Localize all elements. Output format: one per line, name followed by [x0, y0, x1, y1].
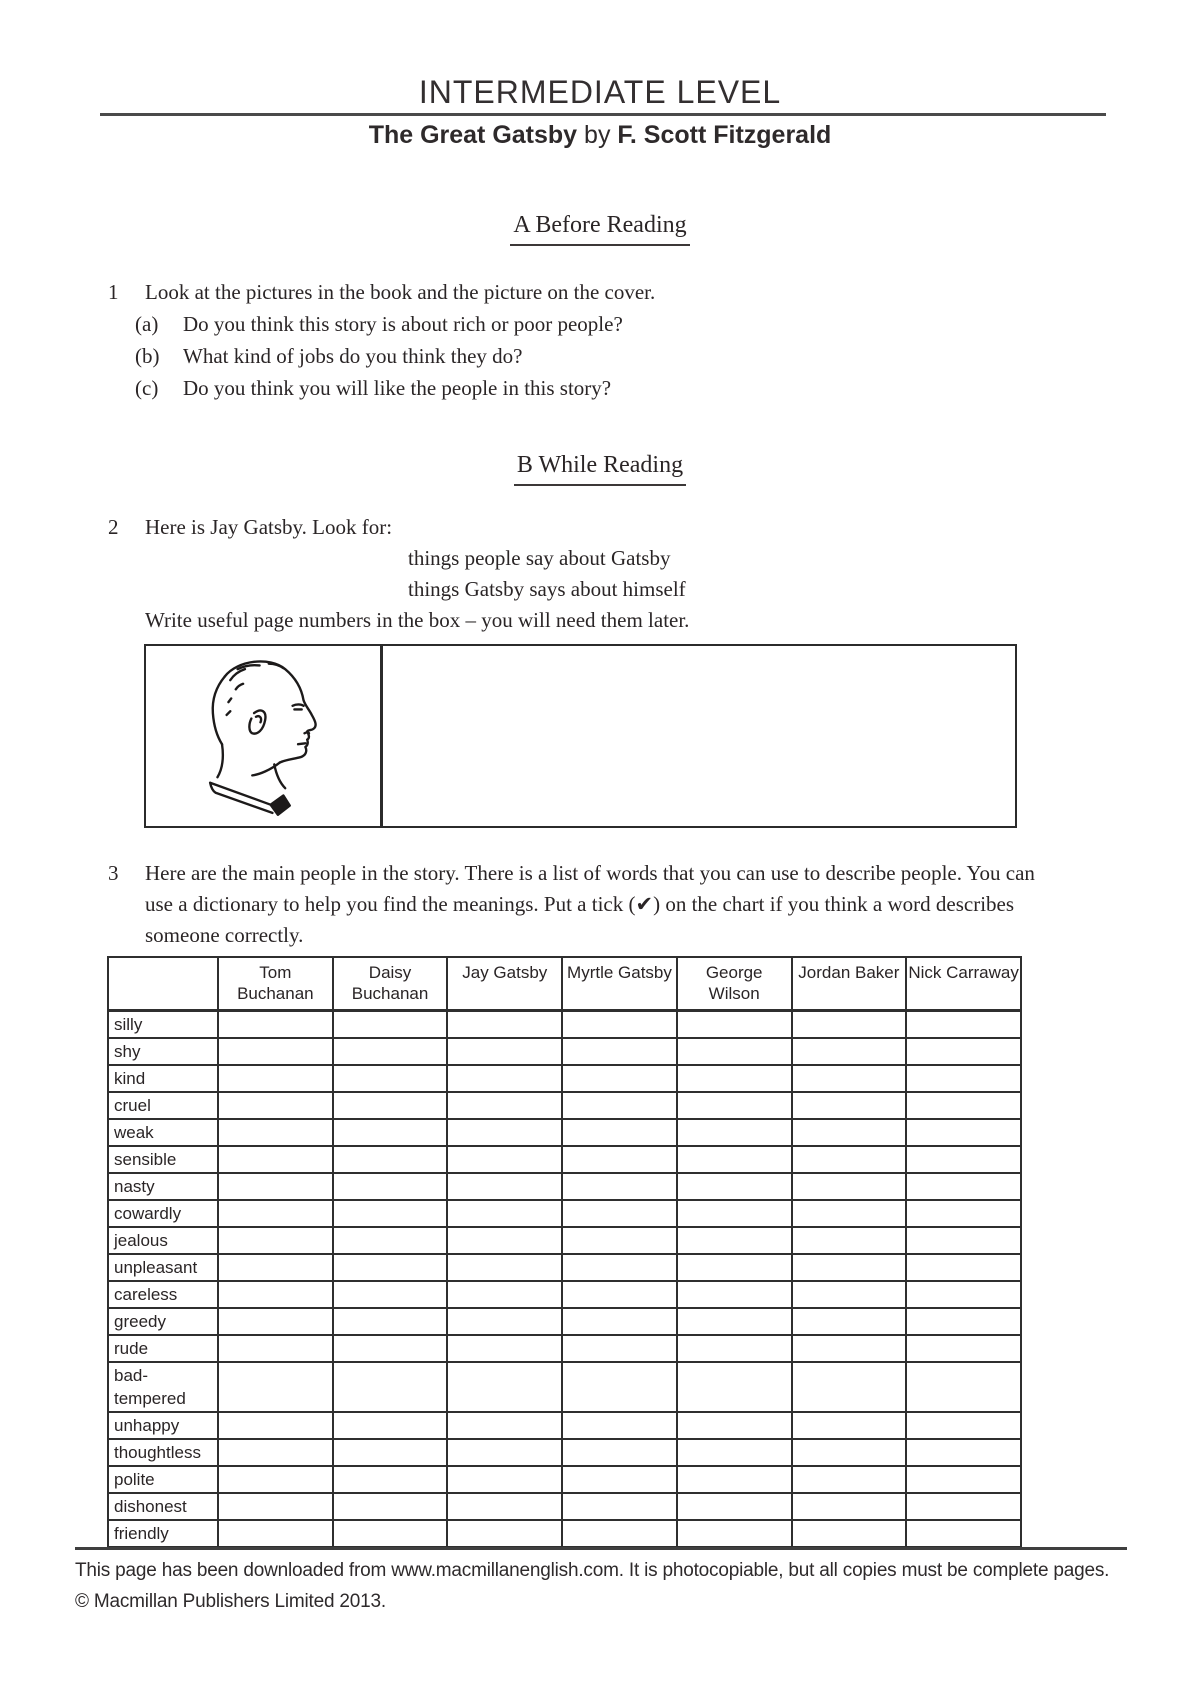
tick-cell[interactable]	[906, 1281, 1021, 1308]
tick-cell[interactable]	[218, 1412, 333, 1439]
question-1b-label: (b)	[135, 344, 160, 368]
tick-cell[interactable]	[677, 1119, 792, 1146]
tick-cell[interactable]	[562, 1173, 677, 1200]
tick-cell[interactable]	[447, 1146, 562, 1173]
tick-cell[interactable]	[218, 1011, 333, 1039]
tick-cell[interactable]	[906, 1092, 1021, 1119]
question-1b	[135, 340, 1043, 372]
table-row	[108, 1173, 1021, 1200]
tick-cell[interactable]	[447, 1362, 562, 1412]
row-label: thoughtless	[108, 1439, 218, 1466]
tick-cell[interactable]	[447, 1520, 562, 1547]
tick-cell[interactable]	[792, 1119, 907, 1146]
tick-cell[interactable]	[677, 1466, 792, 1493]
table-row	[108, 1065, 1021, 1092]
row-label: shy	[108, 1038, 218, 1065]
tick-cell[interactable]	[792, 1254, 907, 1281]
tick-cell[interactable]	[562, 1146, 677, 1173]
tick-cell[interactable]	[792, 1493, 907, 1520]
corner-cell	[108, 957, 218, 1011]
tick-cell[interactable]	[792, 1227, 907, 1254]
tick-cell[interactable]	[218, 1493, 333, 1520]
tick-cell[interactable]	[218, 1119, 333, 1146]
question-1a-text: Do you think this story is about rich or poor people?	[183, 312, 623, 336]
tick-cell[interactable]	[906, 1173, 1021, 1200]
table-row	[108, 1466, 1021, 1493]
tick-cell[interactable]	[218, 1439, 333, 1466]
row-label: weak	[108, 1119, 218, 1146]
tick-cell[interactable]	[562, 1200, 677, 1227]
footer-line-2: © Macmillan Publishers Limited 2013.	[75, 1591, 386, 1612]
look-for-line: things Gatsby says about himself	[408, 577, 686, 601]
tick-cell[interactable]	[562, 1335, 677, 1362]
tick-cell[interactable]	[792, 1308, 907, 1335]
table-row	[108, 1281, 1021, 1308]
question-1-text: Look at the pictures in the book and the picture on the cover.	[145, 280, 656, 304]
page-numbers-box	[144, 644, 1017, 828]
tick-cell[interactable]	[562, 1362, 677, 1412]
tick-cell[interactable]	[562, 1308, 677, 1335]
row-label: unhappy	[108, 1412, 218, 1439]
question-1c-text: Do you think you will like the people in this story?	[183, 376, 612, 400]
tick-cell[interactable]	[333, 1362, 448, 1412]
tick-cell[interactable]	[333, 1308, 448, 1335]
tick-cell[interactable]	[218, 1146, 333, 1173]
tick-cell[interactable]	[906, 1065, 1021, 1092]
column-header: Myrtle Gatsby	[562, 957, 677, 1011]
tick-cell[interactable]	[792, 1065, 907, 1092]
tick-cell[interactable]	[562, 1011, 677, 1039]
tick-cell[interactable]	[218, 1281, 333, 1308]
table-row	[108, 1119, 1021, 1146]
tick-cell[interactable]	[906, 1466, 1021, 1493]
tick-cell[interactable]	[447, 1200, 562, 1227]
table-row	[108, 1335, 1021, 1362]
tick-cell[interactable]	[562, 1038, 677, 1065]
table-row	[108, 1439, 1021, 1466]
question-1	[108, 276, 1043, 404]
tick-cell[interactable]	[906, 1200, 1021, 1227]
column-header: Daisy Buchanan	[333, 957, 448, 1011]
tick-cell[interactable]	[333, 1254, 448, 1281]
tick-cell[interactable]	[218, 1200, 333, 1227]
tick-cell[interactable]	[447, 1335, 562, 1362]
tick-cell[interactable]	[562, 1092, 677, 1119]
table-row	[108, 1038, 1021, 1065]
tick-cell[interactable]	[562, 1493, 677, 1520]
footer-rule	[75, 1547, 1127, 1550]
tick-cell[interactable]	[333, 1038, 448, 1065]
tick-cell[interactable]	[677, 1335, 792, 1362]
tick-cell[interactable]	[677, 1011, 792, 1039]
tick-cell[interactable]	[447, 1308, 562, 1335]
tick-cell[interactable]	[906, 1412, 1021, 1439]
tick-cell[interactable]	[447, 1466, 562, 1493]
tick-cell[interactable]	[792, 1011, 907, 1039]
book-title-name: The Great Gatsby	[368, 121, 578, 149]
tick-cell[interactable]	[906, 1038, 1021, 1065]
question-3-number: 3	[108, 861, 119, 885]
jay-gatsby-portrait-icon	[178, 649, 343, 823]
tick-cell[interactable]	[792, 1412, 907, 1439]
look-for-line: things people say about Gatsby	[408, 546, 671, 570]
row-label: dishonest	[108, 1493, 218, 1520]
tick-cell[interactable]	[677, 1065, 792, 1092]
tick-cell[interactable]	[792, 1520, 907, 1547]
column-header: Tom Buchanan	[218, 957, 333, 1011]
tick-cell[interactable]	[792, 1466, 907, 1493]
book-title	[0, 121, 1200, 150]
tick-cell[interactable]	[218, 1227, 333, 1254]
row-label: nasty	[108, 1173, 218, 1200]
tick-cell[interactable]	[447, 1173, 562, 1200]
tick-cell[interactable]	[333, 1227, 448, 1254]
table-row	[108, 1493, 1021, 1520]
tick-cell[interactable]	[906, 1439, 1021, 1466]
tick-cell[interactable]	[562, 1227, 677, 1254]
level-title: INTERMEDIATE LEVEL	[418, 74, 782, 110]
tick-cell[interactable]	[906, 1493, 1021, 1520]
tick-cell[interactable]	[906, 1254, 1021, 1281]
tick-cell[interactable]	[562, 1412, 677, 1439]
tick-cell[interactable]	[447, 1281, 562, 1308]
question-1-number: 1	[108, 280, 119, 304]
tick-cell[interactable]	[333, 1119, 448, 1146]
tick-cell[interactable]	[333, 1092, 448, 1119]
question-1c-label: (c)	[135, 376, 159, 400]
tick-cell[interactable]	[562, 1254, 677, 1281]
tick-cell[interactable]	[677, 1146, 792, 1173]
tick-cell[interactable]	[677, 1254, 792, 1281]
tick-cell[interactable]	[218, 1335, 333, 1362]
tick-cell[interactable]	[792, 1335, 907, 1362]
tick-cell[interactable]	[677, 1038, 792, 1065]
tick-cell[interactable]	[792, 1362, 907, 1412]
tick-cell[interactable]	[677, 1412, 792, 1439]
question-1b-text: What kind of jobs do you think they do?	[183, 344, 523, 368]
tick-cell[interactable]	[447, 1011, 562, 1039]
question-2-note: Write useful page numbers in the box – you will need them later.	[145, 608, 690, 632]
row-label: friendly	[108, 1520, 218, 1547]
tick-cell[interactable]	[447, 1412, 562, 1439]
tick-cell[interactable]	[333, 1146, 448, 1173]
tick-cell[interactable]	[447, 1254, 562, 1281]
book-title-author: F. Scott Fitzgerald	[617, 121, 832, 149]
tick-cell[interactable]	[447, 1439, 562, 1466]
column-header: Jordan Baker	[792, 957, 907, 1011]
tick-cell[interactable]	[447, 1493, 562, 1520]
tick-cell[interactable]	[906, 1308, 1021, 1335]
row-label: cowardly	[108, 1200, 218, 1227]
row-label: jealous	[108, 1227, 218, 1254]
table-row	[108, 1146, 1021, 1173]
tick-cell[interactable]	[333, 1065, 448, 1092]
table-row	[108, 1227, 1021, 1254]
tick-cell[interactable]	[677, 1308, 792, 1335]
tick-cell[interactable]	[792, 1092, 907, 1119]
tick-cell[interactable]	[677, 1092, 792, 1119]
question-3	[108, 858, 1043, 951]
table-row	[108, 1011, 1021, 1039]
row-label: careless	[108, 1281, 218, 1308]
tick-cell[interactable]	[218, 1466, 333, 1493]
row-label: silly	[108, 1011, 218, 1039]
tick-cell[interactable]	[218, 1173, 333, 1200]
tick-cell[interactable]	[562, 1466, 677, 1493]
tick-cell[interactable]	[562, 1439, 677, 1466]
column-header: George Wilson	[677, 957, 792, 1011]
tick-cell[interactable]	[447, 1227, 562, 1254]
column-header: Jay Gatsby	[447, 957, 562, 1011]
tick-cell[interactable]	[677, 1173, 792, 1200]
table-row	[108, 1520, 1021, 1547]
question-2-text: Here is Jay Gatsby. Look for:	[145, 515, 393, 539]
table-row	[108, 1412, 1021, 1439]
tick-cell[interactable]	[218, 1065, 333, 1092]
question-1c	[135, 372, 1043, 404]
footer	[75, 1555, 1145, 1617]
tick-cell[interactable]	[447, 1038, 562, 1065]
tick-cell[interactable]	[906, 1011, 1021, 1039]
table-row	[108, 1362, 1021, 1412]
tick-cell[interactable]	[792, 1173, 907, 1200]
tick-cell[interactable]	[792, 1281, 907, 1308]
tick-cell[interactable]	[447, 1119, 562, 1146]
tick-cell[interactable]	[677, 1227, 792, 1254]
tick-cell[interactable]	[792, 1146, 907, 1173]
tick-cell[interactable]	[677, 1439, 792, 1466]
tick-cell[interactable]	[677, 1493, 792, 1520]
tick-cell[interactable]	[792, 1200, 907, 1227]
tick-cell[interactable]	[218, 1038, 333, 1065]
tick-cell[interactable]	[218, 1092, 333, 1119]
tick-cell[interactable]	[333, 1466, 448, 1493]
describe-people-table	[107, 956, 1022, 1548]
table-header-row	[108, 957, 1021, 1011]
row-label: greedy	[108, 1308, 218, 1335]
tick-cell[interactable]	[218, 1520, 333, 1547]
row-label: cruel	[108, 1092, 218, 1119]
page-numbers-area[interactable]	[383, 646, 1015, 826]
tick-cell[interactable]	[333, 1200, 448, 1227]
tick-cell[interactable]	[562, 1281, 677, 1308]
question-1a	[135, 308, 1043, 340]
row-label: unpleasant	[108, 1254, 218, 1281]
footer-line-1: This page has been downloaded from www.macmillanenglish.com. It is photocopiable, but all copies must be complete pages.	[75, 1560, 1110, 1581]
row-label: rude	[108, 1335, 218, 1362]
section-a-heading: A Before Reading	[0, 212, 1200, 246]
tick-cell[interactable]	[562, 1065, 677, 1092]
tick-cell[interactable]	[562, 1520, 677, 1547]
tick-cell[interactable]	[792, 1439, 907, 1466]
tick-cell[interactable]	[333, 1493, 448, 1520]
tick-cell[interactable]	[906, 1146, 1021, 1173]
row-label: bad-tempered	[108, 1362, 218, 1412]
tick-cell[interactable]	[333, 1335, 448, 1362]
question-2-number: 2	[108, 515, 119, 539]
table-row	[108, 1308, 1021, 1335]
tick-cell[interactable]	[906, 1362, 1021, 1412]
tick-cell[interactable]	[218, 1362, 333, 1412]
tick-cell[interactable]	[447, 1092, 562, 1119]
tick-cell[interactable]	[792, 1038, 907, 1065]
tick-cell[interactable]	[906, 1119, 1021, 1146]
table-row	[108, 1200, 1021, 1227]
tick-cell[interactable]	[677, 1520, 792, 1547]
tick-cell[interactable]	[447, 1065, 562, 1092]
section-b-heading: B While Reading	[0, 452, 1200, 486]
describe-people-table-wrap	[107, 956, 1022, 1548]
tick-cell[interactable]	[562, 1119, 677, 1146]
tick-cell[interactable]	[906, 1335, 1021, 1362]
tick-cell[interactable]	[333, 1439, 448, 1466]
tick-cell[interactable]	[677, 1362, 792, 1412]
tick-cell[interactable]	[218, 1254, 333, 1281]
row-label: sensible	[108, 1146, 218, 1173]
tick-cell[interactable]	[906, 1520, 1021, 1547]
table-row	[108, 1254, 1021, 1281]
title-rule	[100, 113, 1106, 116]
tick-cell[interactable]	[906, 1227, 1021, 1254]
table-row	[108, 1092, 1021, 1119]
question-1a-label: (a)	[135, 312, 159, 336]
row-label: polite	[108, 1466, 218, 1493]
tick-cell[interactable]	[333, 1173, 448, 1200]
question-3-text: Here are the main people in the story. There is a list of words that you can use to describe people. You can use a dictionary to help you find the meanings. Put a tick (✔) on the chart if you think a word describes someone correctly.	[145, 861, 1035, 947]
tick-cell[interactable]	[677, 1281, 792, 1308]
tick-cell[interactable]	[333, 1281, 448, 1308]
tick-cell[interactable]	[218, 1308, 333, 1335]
row-label: kind	[108, 1065, 218, 1092]
book-title-by: by	[577, 121, 618, 149]
tick-cell[interactable]	[677, 1200, 792, 1227]
tick-cell[interactable]	[333, 1412, 448, 1439]
column-header: Nick Carraway	[906, 957, 1021, 1011]
question-2	[108, 512, 1043, 636]
tick-cell[interactable]	[333, 1011, 448, 1039]
tick-cell[interactable]	[333, 1520, 448, 1547]
